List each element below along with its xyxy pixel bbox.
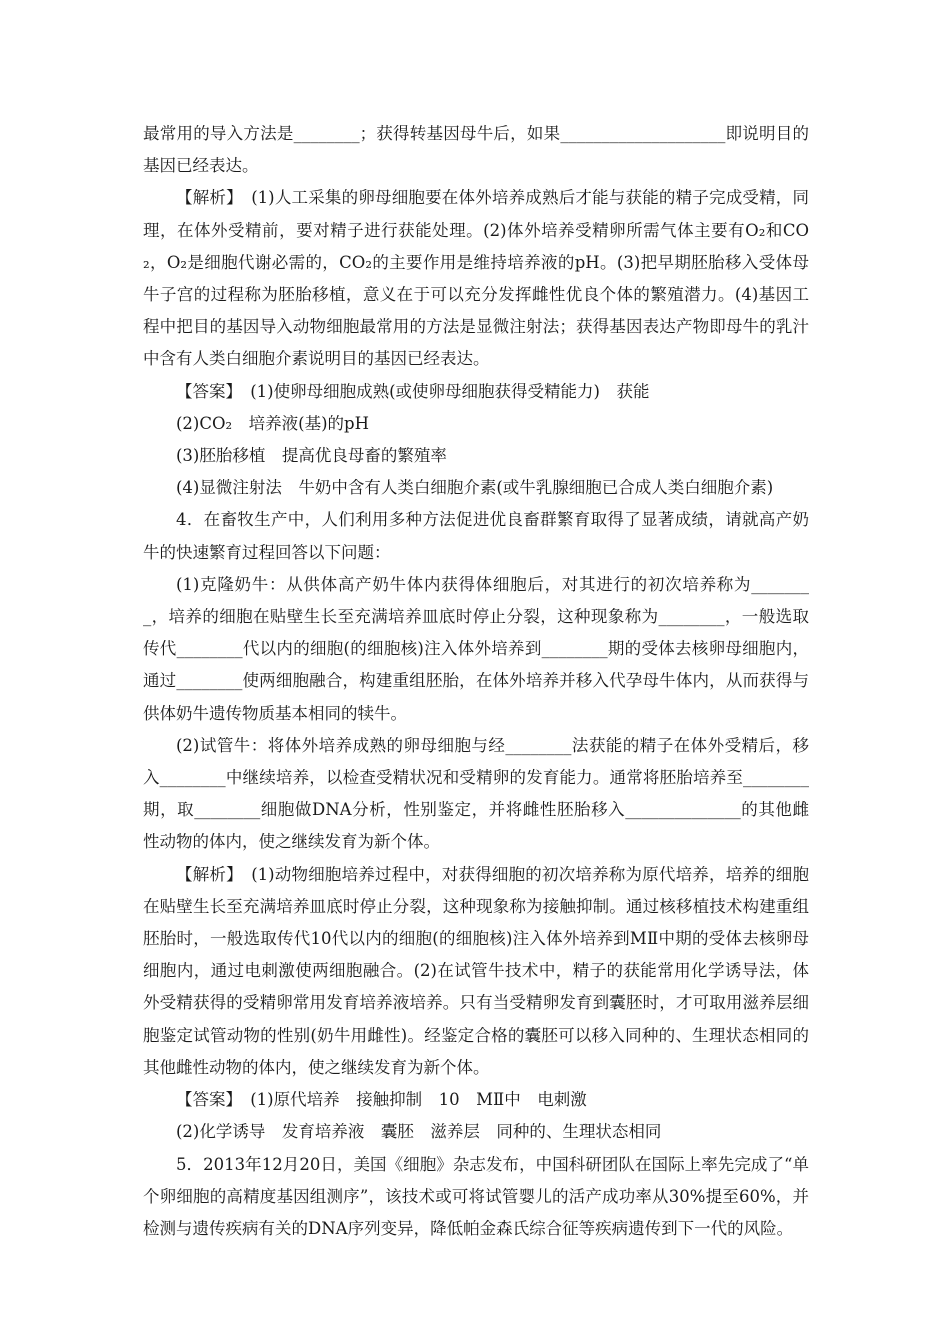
q3-tail-line: 最常用的导入方法是________；获得转基因母牛后，如果____________________即说明目的基因已经表达。 xyxy=(143,124,809,176)
q4-part-2: (2)试管牛：将体外培养成熟的卵母细胞与经________法获能的精子在体外受精后，移入________中继续培养，以检查受精状况和受精卵的发育能力。通常将胚胎培养至________期，取________细胞做DNA分析，性别鉴定，并将雌性胚胎移入______________的其他雌性动物的体内，使之继续发育为新个体。 xyxy=(143,735,809,852)
document-page xyxy=(143,118,809,1245)
q3-answer-4: (4)显微注射法 牛奶中含有人类白细胞介素(或牛乳腺细胞已合成人类白细胞介素) xyxy=(176,478,774,498)
q4-answer-1: 【答案】 (1)原代培养 接触抑制 10 MⅡ中 电刺激 xyxy=(176,1090,587,1110)
q4-part-1: (1)克隆奶牛：从供体高产奶牛体内获得体细胞后，对其进行的初次培养称为________，培养的细胞在贴壁生长至充满培养皿底时停止分裂，这种现象称为________，一般选取传代________代以内的细胞(的细胞核)注入体外培养到________期的受体去核卵母细胞内，通过________使两细胞融合，构建重组胚胎，在体外培养并移入代孕母牛体内，从而获得与供体奶牛遗传物质基本相同的犊牛。 xyxy=(143,574,809,723)
q3-analysis: 【解析】 (1)人工采集的卵母细胞要在体外培养成熟后才能与获能的精子完成受精，同理，在体外受精前，要对精子进行获能处理。(2)体外培养受精卵所需气体主要有O₂和CO₂，O₂是细胞代谢必需的，CO₂的主要作用是维持培养液的pH。(3)把早期胚胎移入受体母牛子宫的过程称为胚胎移植，意义在于可以充分发挥雌性优良个体的繁殖潜力。(4)基因工程中把目的基因导入动物细胞最常用的方法是显微注射法；获得基因表达产物即母牛的乳汁中含有人类白细胞介素说明目的基因已经表达。 xyxy=(143,188,809,369)
q3-answer-3: (3)胚胎移植 提高优良母畜的繁殖率 xyxy=(176,446,447,466)
q4-answer-2: (2)化学诱导 发育培养液 囊胚 滋养层 同种的、生理状态相同 xyxy=(176,1122,662,1142)
q3-answer-2: (2)CO₂ 培养液(基)的pH xyxy=(176,413,369,433)
q5-stem: 5．2013年12月20日，美国《细胞》杂志发布，中国科研团队在国际上率先完成了“单个卵细胞的高精度基因组测序”，该技术或可将试管婴儿的活产成功率从30%提至60%，并检测与遗传疾病有关的DNA序列变异，降低帕金森氏综合征等疾病遗传到下一代的风险。 xyxy=(143,1154,809,1238)
q4-analysis: 【解析】 (1)动物细胞培养过程中，对获得细胞的初次培养称为原代培养，培养的细胞在贴壁生长至充满培养皿底时停止分裂，这种现象称为接触抑制。通过核移植技术构建重组胚胎时，一般选取传代10代以内的细胞(的细胞核)注入体外培养到MⅡ中期的受体去核卵母细胞内，通过电刺激使两细胞融合。(2)在试管牛技术中，精子的获能常用化学诱导法，体外受精获得的受精卵常用发育培养液培养。只有当受精卵发育到囊胚时，才可取用滋养层细胞鉴定试管动物的性别(奶牛用雌性)。经鉴定合格的囊胚可以移入同种的、生理状态相同的其他雌性动物的体内，使之继续发育为新个体。 xyxy=(143,864,809,1077)
q3-answer-1: 【答案】 (1)使卵母细胞成熟(或使卵母细胞获得受精能力) 获能 xyxy=(176,381,650,401)
q4-stem: 4．在畜牧生产中，人们利用多种方法促进优良畜群繁育取得了显著成绩，请就高产奶牛的快速繁育过程回答以下问题： xyxy=(143,510,809,562)
